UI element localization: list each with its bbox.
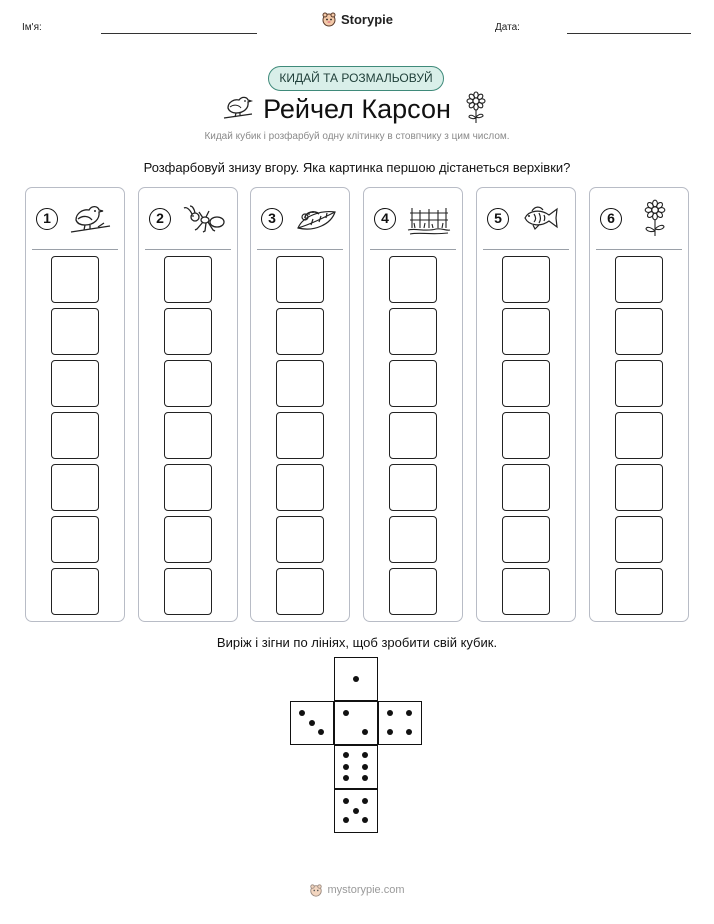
coloring-cell[interactable] <box>615 412 663 459</box>
coloring-cell[interactable] <box>276 308 324 355</box>
die-face-5 <box>334 789 378 833</box>
column-header <box>251 188 349 248</box>
die-pip <box>318 729 324 735</box>
die-pip <box>309 720 315 726</box>
bird-icon <box>68 198 114 238</box>
die-pip <box>406 729 412 735</box>
coloring-cell[interactable] <box>502 568 550 615</box>
page-title: Рейчел Карсон <box>263 94 451 124</box>
die-pip <box>353 676 359 682</box>
coloring-cell[interactable] <box>164 412 212 459</box>
flower-icon <box>461 90 491 124</box>
die-pip <box>353 808 359 814</box>
die-pip <box>343 817 349 823</box>
name-label: Ім'я: <box>22 22 42 33</box>
column-divider <box>257 249 343 250</box>
coloring-cell[interactable] <box>615 256 663 303</box>
date-label: Дата: <box>495 22 520 33</box>
coloring-cell[interactable] <box>615 568 663 615</box>
column-header <box>590 188 688 248</box>
coloring-cell[interactable] <box>276 464 324 511</box>
coloring-cell[interactable] <box>164 360 212 407</box>
footer-url: mystorypie.com <box>327 884 405 896</box>
date-line[interactable] <box>567 33 691 34</box>
brand-name: Storypie <box>340 11 393 27</box>
die-face-6 <box>334 745 378 789</box>
column-divider <box>32 249 118 250</box>
column-number: 4 <box>374 208 396 230</box>
coloring-cell[interactable] <box>164 568 212 615</box>
column-divider <box>483 249 569 250</box>
column-divider <box>370 249 456 250</box>
die-pip <box>362 798 368 804</box>
footer <box>0 883 714 902</box>
coloring-cell[interactable] <box>51 308 99 355</box>
coloring-cell[interactable] <box>389 256 437 303</box>
coloring-cell[interactable] <box>276 256 324 303</box>
die-face-1 <box>334 657 378 701</box>
column-number: 2 <box>149 208 171 230</box>
coloring-cell[interactable] <box>51 464 99 511</box>
storypie-mascot-icon <box>321 11 337 27</box>
roll-column-4 <box>363 187 463 622</box>
die-pip <box>362 775 368 781</box>
die-face-3 <box>290 701 334 745</box>
column-header <box>364 188 462 248</box>
ant-icon <box>181 198 227 238</box>
coloring-cell[interactable] <box>389 360 437 407</box>
coloring-cell[interactable] <box>276 412 324 459</box>
coloring-cell[interactable] <box>164 464 212 511</box>
coloring-cell[interactable] <box>164 516 212 563</box>
column-divider <box>145 249 231 250</box>
column-header <box>139 188 237 248</box>
column-header <box>26 188 124 248</box>
column-divider <box>596 249 682 250</box>
die-pip <box>362 817 368 823</box>
die-pip <box>299 710 305 716</box>
die-pip <box>362 764 368 770</box>
coloring-cell[interactable] <box>389 412 437 459</box>
marsh-fence-icon <box>406 198 452 238</box>
coloring-cell[interactable] <box>51 412 99 459</box>
name-line[interactable] <box>101 33 257 34</box>
roll-column-3 <box>250 187 350 622</box>
coloring-cell[interactable] <box>389 464 437 511</box>
column-number: 5 <box>487 208 509 230</box>
coloring-cell[interactable] <box>51 360 99 407</box>
coloring-cell[interactable] <box>615 360 663 407</box>
coloring-cell[interactable] <box>389 568 437 615</box>
coloring-cell[interactable] <box>276 360 324 407</box>
roll-column-2 <box>138 187 238 622</box>
coloring-cell[interactable] <box>615 516 663 563</box>
die-pip <box>362 752 368 758</box>
coloring-cell[interactable] <box>615 308 663 355</box>
die-face-2 <box>334 701 378 745</box>
coloring-cell[interactable] <box>164 308 212 355</box>
storypie-mascot-icon <box>309 883 323 897</box>
coloring-cell[interactable] <box>502 464 550 511</box>
coloring-cell[interactable] <box>502 412 550 459</box>
flower-icon <box>632 198 678 238</box>
coloring-cell[interactable] <box>615 464 663 511</box>
die-pip <box>362 729 368 735</box>
die-pip <box>387 710 393 716</box>
column-number: 1 <box>36 208 58 230</box>
column-header <box>477 188 575 248</box>
die-pip <box>387 729 393 735</box>
column-number: 3 <box>261 208 283 230</box>
roll-column-1 <box>25 187 125 622</box>
caterpillar-on-leaf-icon <box>293 198 339 238</box>
coloring-cell[interactable] <box>164 256 212 303</box>
coloring-cell[interactable] <box>502 256 550 303</box>
coloring-cell[interactable] <box>389 308 437 355</box>
coloring-cell[interactable] <box>51 516 99 563</box>
die-pip <box>406 710 412 716</box>
roll-column-5 <box>476 187 576 622</box>
coloring-cell[interactable] <box>502 308 550 355</box>
activity-badge: КИДАЙ ТА РОЗМАЛЬОВУЙ <box>268 66 444 91</box>
instruction: Розфарбовуй знизу вгору. Яка картинка першою дістанеться верхівки? <box>143 160 571 175</box>
die-face-4 <box>378 701 422 745</box>
die-pip <box>343 798 349 804</box>
coloring-cell[interactable] <box>51 256 99 303</box>
coloring-cell[interactable] <box>51 568 99 615</box>
brand-logo <box>0 11 714 32</box>
die-pip <box>343 752 349 758</box>
column-number: 6 <box>600 208 622 230</box>
cut-instruction: Виріж і зігни по лініях, щоб зробити свій кубик. <box>216 635 498 650</box>
coloring-cell[interactable] <box>389 516 437 563</box>
fish-icon <box>519 198 565 238</box>
die-pip <box>343 775 349 781</box>
coloring-cell[interactable] <box>276 568 324 615</box>
die-pip <box>343 710 349 716</box>
subtitle: Кидай кубик і розфарбуй одну клітинку в стовпчику з цим числом. <box>204 131 510 142</box>
die-pip <box>343 764 349 770</box>
coloring-cell[interactable] <box>502 516 550 563</box>
roll-column-6 <box>589 187 689 622</box>
coloring-cell[interactable] <box>276 516 324 563</box>
coloring-cell[interactable] <box>502 360 550 407</box>
